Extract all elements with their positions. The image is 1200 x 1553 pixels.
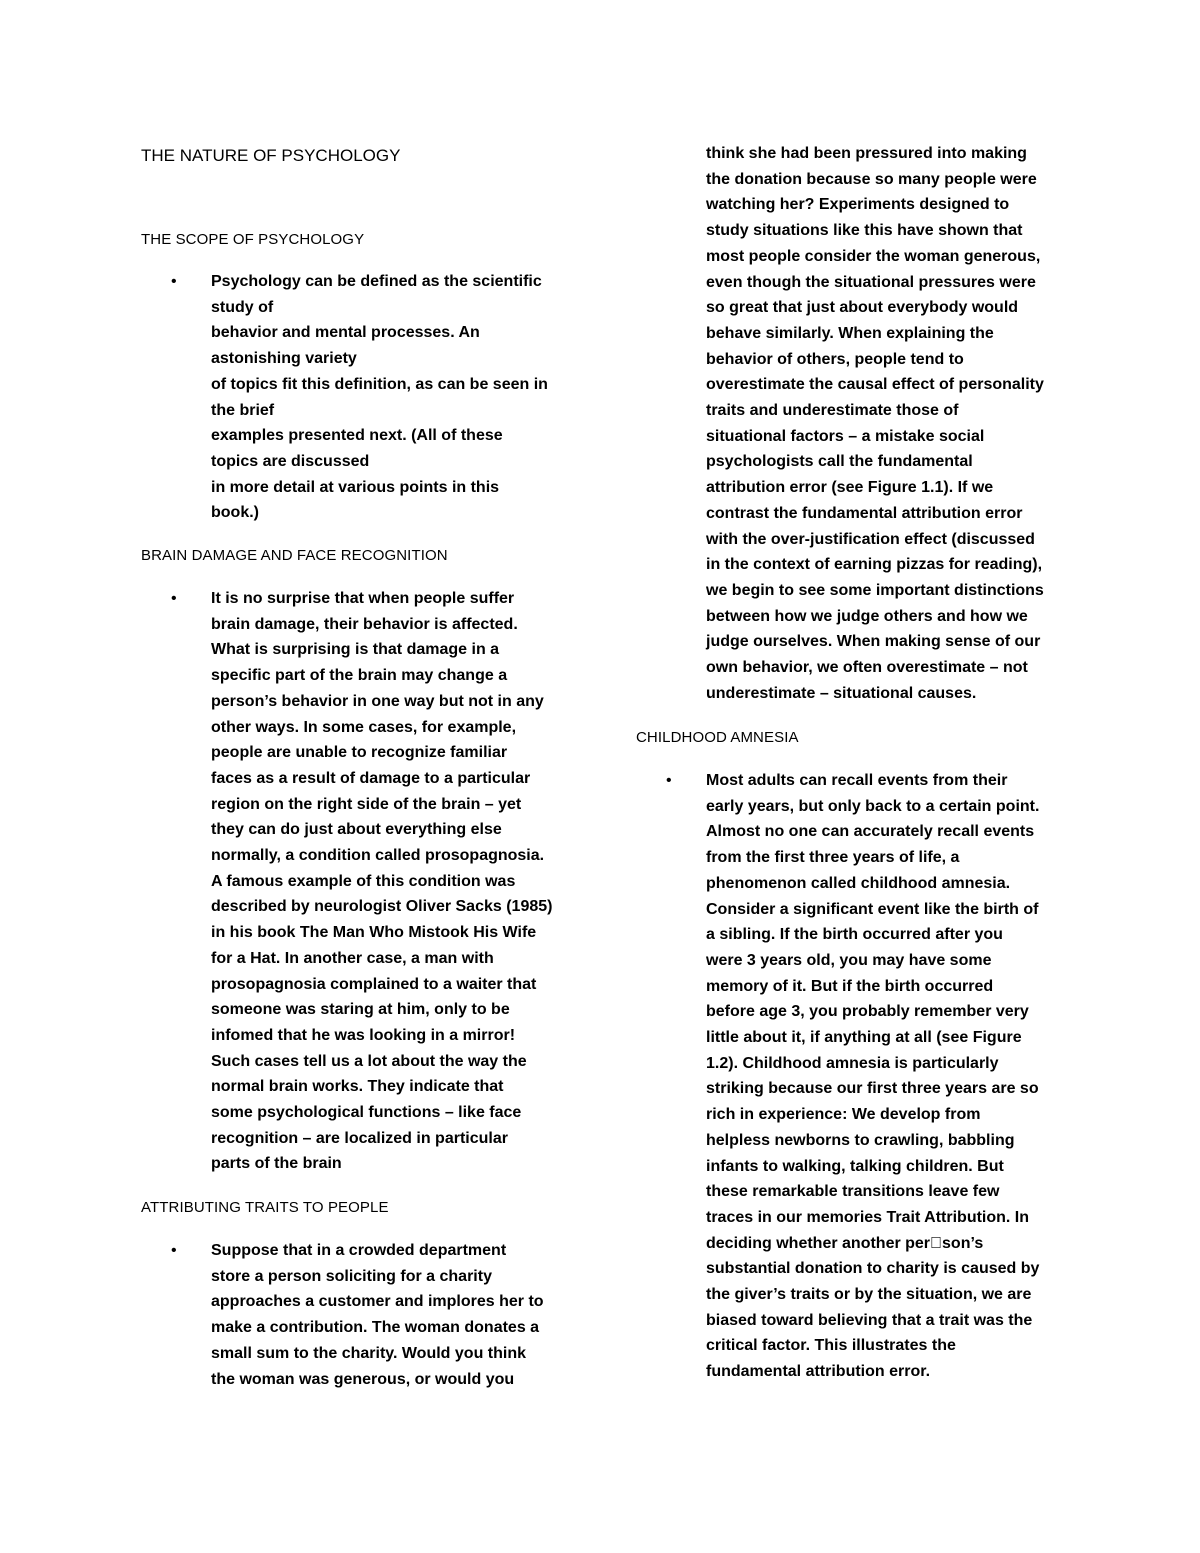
paragraph-brain-damage: It is no surprise that when people suffer brain damage, their behavior is affected. What is surprising is that damage in a specific part of the brain may change a person’s behavior in one way but not in any other ways. In some cases, for example, people are unable to recognize familiar faces as a result of damage to a particular region on the right side of the brain – yet they can do just about everything else normally, a condition called prosopagnosia. A famous example of this condition was described by neurologist Oliver Sacks (1985) in his book The Man Who Mistook His Wife for a Hat. In another case, a man with prosopagnosia complained to a waiter that someone was staring at him, only to be infomed that he was looking in a mirror! Such cases tell us a lot about the way the normal brain works. They indicate that some psychological functions – like face recognition – are localized in particular parts of the brain xyxy=(211,590,553,1173)
paragraph-attributing-traits-continued: think she had been pressured into making the donation because so many people were watching her? Experiments designed to study situations like this have shown that most people consider the woman generous, even though the situational pressures were so great that just about everybody would behave similarly. When explaining the behavior of others, people tend to overestimate the causal effect of personality traits and underestimate those of situational factors – a mistake social psychologists call the fundamental attribution error (see Figure 1.1). If we contrast the fundamental attribution error with the over-justification effect (discussed in the context of earning pizzas for reading), we begin to see some important distinctions between how we judge others and how we judge ourselves. When making sense of our own behavior, we often overestimate – not underestimate – situational causes. xyxy=(706,145,1044,702)
bullet-icon: • xyxy=(171,1242,177,1259)
bullet-icon: • xyxy=(171,590,177,607)
paragraph-attributing-traits: Suppose that in a crowded department store a person soliciting for a charity approaches a customer and implores her to make a contribution. The woman donates a small sum to the charity. Would you think the woman was generous, or would you xyxy=(211,1242,544,1388)
section-heading-childhood-amnesia: CHILDHOOD AMNESIA xyxy=(636,729,799,746)
document-title: THE NATURE OF PSYCHOLOGY xyxy=(141,146,401,165)
section-heading-scope: THE SCOPE OF PSYCHOLOGY xyxy=(141,231,365,248)
bullet-icon: • xyxy=(666,772,672,789)
section-heading-attributing-traits: ATTRIBUTING TRAITS TO PEOPLE xyxy=(141,1199,389,1216)
paragraph-scope: Psychology can be defined as the scientific study of behavior and mental processes. An astonishing variety of topics fit this definition, as can be seen in the brief examples presented next. (All of these topics are discussed in more detail at various points in this book.) xyxy=(211,273,548,522)
section-heading-brain-damage: BRAIN DAMAGE AND FACE RECOGNITION xyxy=(141,547,448,564)
paragraph-childhood-amnesia: Most adults can recall events from their early years, but only back to a certain point. Almost no one can accurately recall events from the first three years of life, a phenomenon called childhood amnesia. Consider a significant event like the birth of a sibling. If the birth occurred after you were 3 years old, you may have some memory of it. But if the birth occurred before age 3, you probably remember very little about it, if anything at all (see Figure 1.2). Childhood amnesia is particularly striking because our first three years are so rich in experience: We develop from helpless newborns to crawling, babbling infants to walking, talking children. But these remarkable transitions leave few traces in our memories Trait Attribution. In deciding whether another per son’s substantial donation to charity is caused by the giver’s traits or by the situation, we are biased toward believing that a trait was the critical factor. This illustrates the fundamental attribution error. xyxy=(706,772,1040,1381)
bullet-icon: • xyxy=(171,273,177,290)
